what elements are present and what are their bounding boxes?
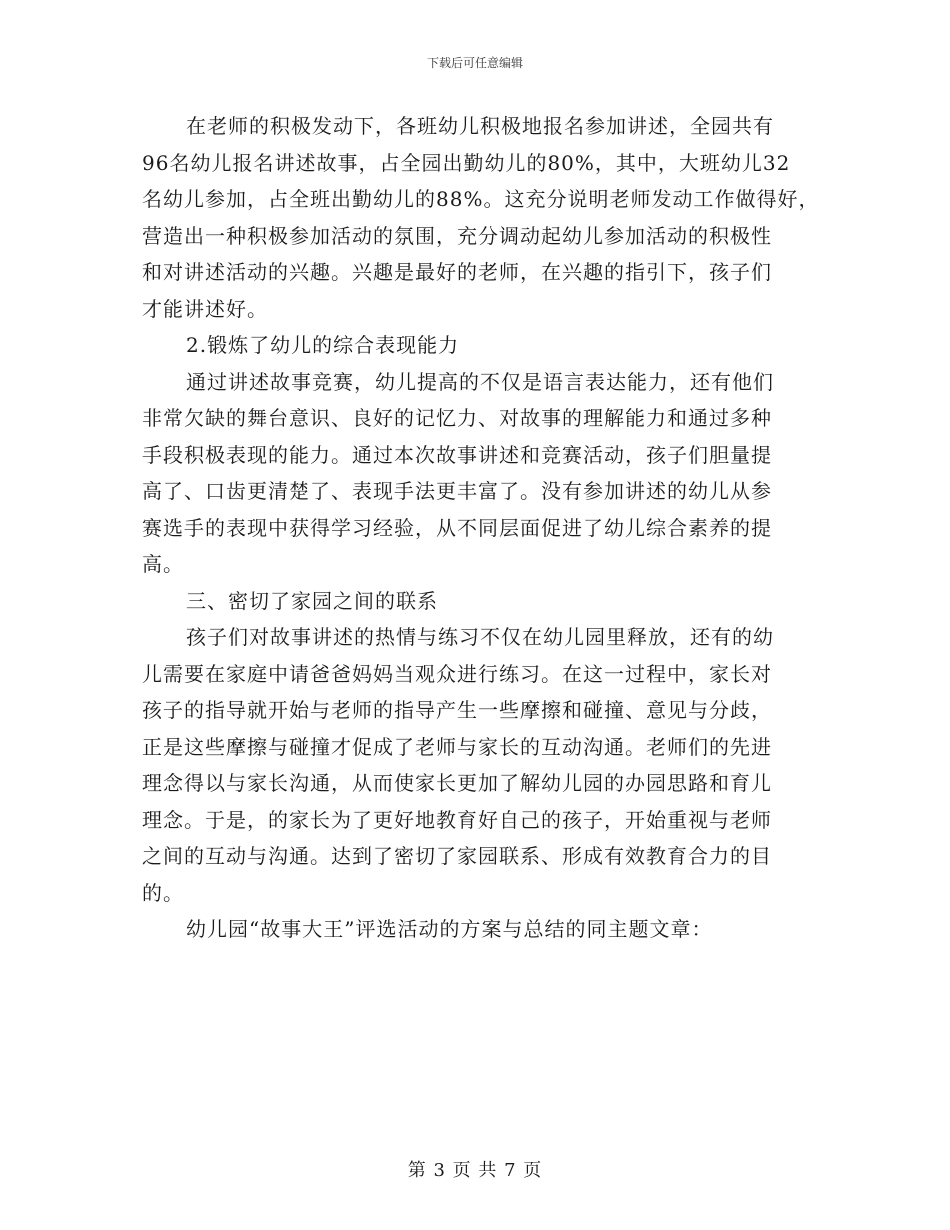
paragraph-line: 高了、口齿更清楚了、表现手法更丰富了。没有参加讲述的幼儿从参 [142, 479, 772, 503]
paragraph-line: 赛选手的表现中获得学习经验，从不同层面促进了幼儿综合素养的提 [142, 515, 772, 540]
paragraph-line: 高。 [142, 552, 184, 576]
related-articles-heading: 幼儿园“故事大王”评选活动的方案与总结的同主题文章： [186, 917, 713, 941]
paragraph-line: 孩子们对故事讲述的热情与练习不仅在幼儿园里释放，还有的幼 [186, 625, 774, 649]
page-number-footer: 第 3 页 共 7 页 [407, 1160, 543, 1181]
paragraph-line: 之间的互动与沟通。达到了密切了家园联系、形成有效教育合力的目 [142, 844, 772, 868]
paragraph-line: 在老师的积极发动下，各班幼儿积极地报名参加讲述，全园共有 [186, 114, 774, 138]
paragraph-line: 理念。于是，的家长为了更好地教育好自己的孩子，开始重视与老师 [142, 807, 772, 832]
paragraph-line: 非常欠缺的舞台意识、良好的记忆力、对故事的理解能力和通过多种 [142, 406, 772, 430]
paragraph-line: 96名幼儿报名讲述故事，占全园出勤幼儿的80%，其中，大班幼儿32 [142, 150, 791, 175]
document-body [142, 108, 822, 948]
paragraph-line: 手段积极表现的能力。通过本次故事讲述和竞赛活动，孩子们胆量提 [142, 442, 772, 467]
paragraph-line: 理念得以与家长沟通，从而使家长更加了解幼儿园的办园思路和育儿 [142, 771, 772, 795]
paragraph-line: 正是这些摩擦与碰撞才促成了老师与家长的互动沟通。老师们的先进 [142, 734, 772, 759]
paragraph-line: 孩子的指导就开始与老师的指导产生一些摩擦和碰撞、意见与分歧， [142, 698, 772, 722]
paragraph-line: 儿需要在家庭中请爸爸妈妈当观众进行练习。在这一过程中，家长对 [142, 661, 772, 686]
paragraph-line: 名幼儿参加，占全班出勤幼儿的88%。这充分说明老师发动工作做得好， [142, 187, 820, 211]
paragraph-line: 和对讲述活动的兴趣。兴趣是最好的老师，在兴趣的指引下，孩子们 [142, 260, 772, 284]
paragraph-line: 才能讲述好。 [142, 296, 268, 321]
section-heading: 三、密切了家园之间的联系 [186, 588, 438, 613]
paragraph-line: 通过讲述故事竞赛，幼儿提高的不仅是语言表达能力，还有他们 [186, 369, 774, 394]
paragraph-line: 的。 [142, 880, 184, 905]
page-header: 下载后可任意编辑 [426, 56, 523, 70]
paragraph-line: 营造出一种积极参加活动的氛围，充分调动起幼儿参加活动的积极性 [142, 223, 772, 248]
section-heading: 2.锻炼了幼儿的综合表现能力 [186, 333, 460, 357]
